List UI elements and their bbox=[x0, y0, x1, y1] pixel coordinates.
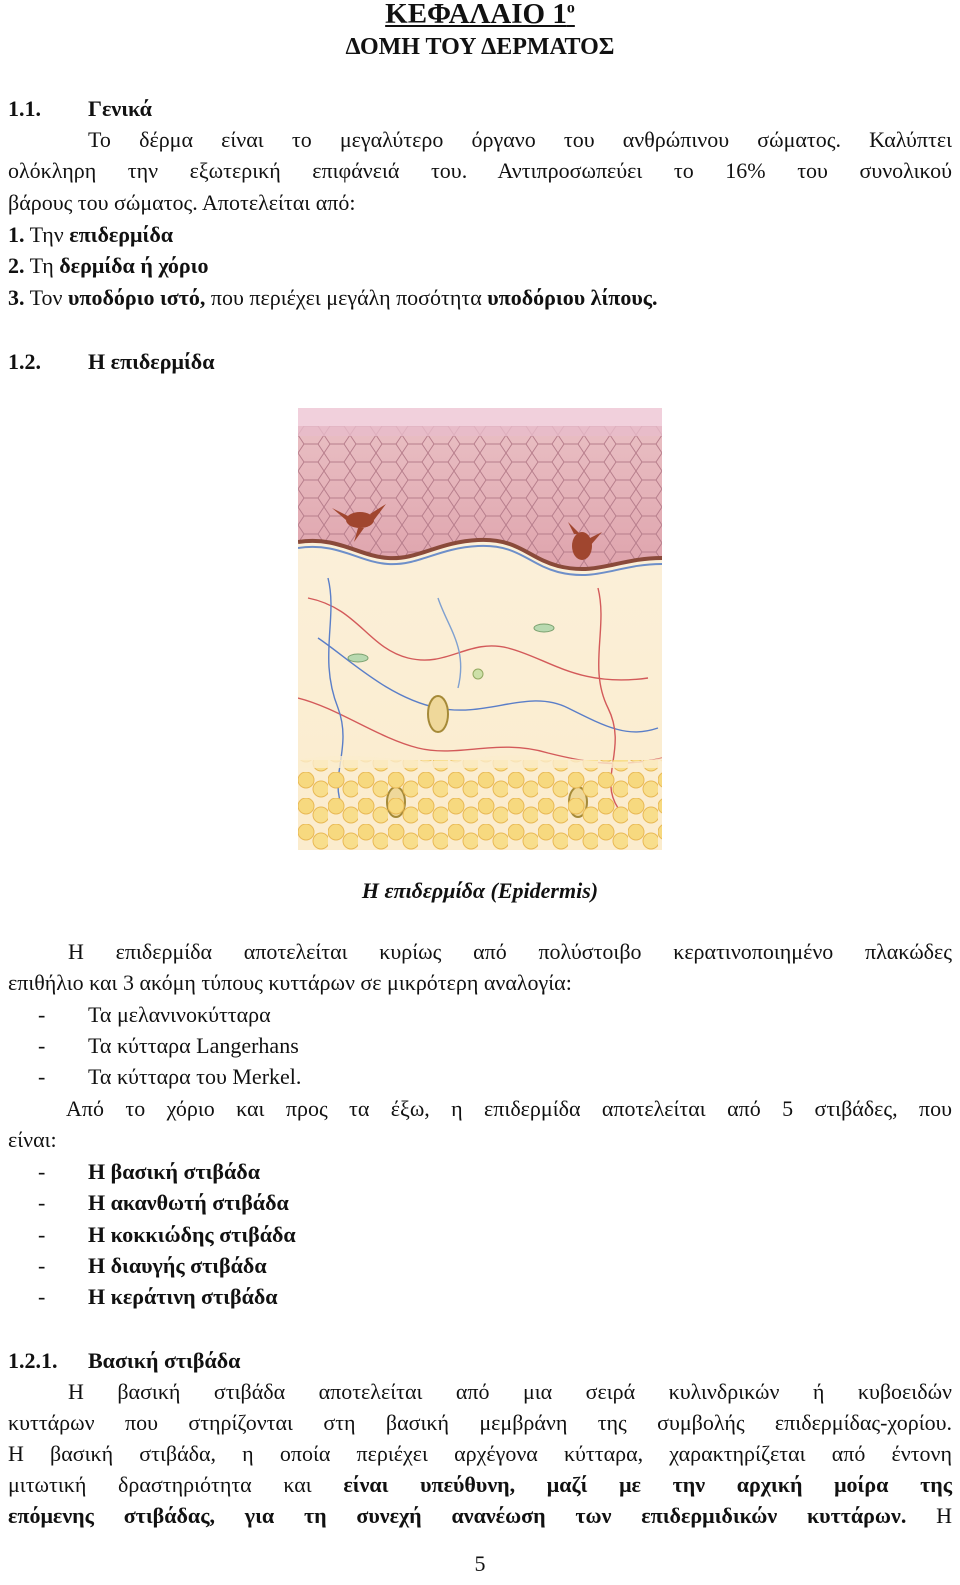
intro-line-1: Το δέρμα είναι το μεγαλύτερο όργανο του ανθρώπινου σώματος. Καλύπτει bbox=[88, 127, 952, 152]
layer-item: Η βασική στιβάδα bbox=[88, 1159, 260, 1184]
section-number-1-2-1: 1.2.1. bbox=[8, 1348, 58, 1373]
list-dash: - bbox=[38, 1064, 46, 1089]
basal-line-1: Η βασική στιβάδα αποτελείται από μια σειρά κυλινδρικών ή κυβοειδών bbox=[68, 1379, 952, 1404]
section-number-1-1: 1.1. bbox=[8, 96, 41, 121]
composition-item-2 bbox=[8, 253, 208, 279]
list-dash: - bbox=[38, 1033, 46, 1058]
basal-line-5-normal: Η bbox=[906, 1503, 953, 1528]
item-bold-text: υποδόριο ιστό, bbox=[67, 285, 206, 310]
cell-type-item: Τα κύτταρα του Merkel. bbox=[88, 1064, 302, 1089]
section-title-1-2: Η επιδερμίδα bbox=[88, 349, 215, 374]
page-number: 5 bbox=[474, 1551, 486, 1576]
basal-line-2: κυττάρων που στηρίζονται στη βασική μεμβράνη της συμβολής επιδερμίδας-χορίου. bbox=[8, 1410, 952, 1435]
basal-line-5 bbox=[8, 1503, 952, 1529]
list-dash: - bbox=[38, 1222, 46, 1247]
list-dash: - bbox=[38, 1253, 46, 1278]
item-text: Τη bbox=[29, 253, 60, 278]
layer-item: Η ακανθωτή στιβάδα bbox=[88, 1190, 289, 1215]
chapter-label: ΚΕΦΑΛΑΙΟ 1 bbox=[385, 0, 567, 30]
intro-line-3: βάρους του σώματος. Αποτελείται από: bbox=[8, 190, 356, 215]
item-number: 1. bbox=[8, 222, 25, 247]
figure-caption: Η επιδερμίδα (Epidermis) bbox=[361, 878, 599, 903]
layer-item: Η διαυγής στιβάδα bbox=[88, 1253, 267, 1278]
basal-line-3: Η βασική στιβάδα, η οποία περιέχει αρχέγονα κύτταρα, χαρακτηρίζεται από έντονη bbox=[8, 1441, 952, 1466]
section-number-1-2: 1.2. bbox=[8, 349, 41, 374]
cell-type-item: Τα μελανινοκύτταρα bbox=[88, 1002, 271, 1027]
chapter-subtitle: ΔΟΜΗ ΤΟΥ ΔΕΡΜΑΤΟΣ bbox=[345, 34, 615, 60]
epidermis-para-line-1: Η επιδερμίδα αποτελείται κυρίως από πολύστοιβο κερατινοποιημένο πλακώδες bbox=[68, 939, 952, 964]
item-number: 2. bbox=[8, 253, 25, 278]
basal-line-4-bold: είναι υπεύθυνη, μαζί με την αρχική μοίρα της bbox=[343, 1472, 952, 1497]
list-dash: - bbox=[38, 1284, 46, 1309]
composition-item-3 bbox=[8, 285, 658, 311]
chapter-title bbox=[0, 0, 960, 31]
item-bold-text-2: υποδόριου λίπους. bbox=[487, 285, 658, 310]
item-bold-text: δερμίδα ή χόριο bbox=[59, 253, 209, 278]
epidermis-para-line-2: επιθήλιο και 3 ακόμη τύπους κυττάρων σε μικρότερη αναλογία: bbox=[8, 970, 572, 995]
list-dash: - bbox=[38, 1190, 46, 1215]
layers-intro-line-1: Από το χόριο και προς τα έξω, η επιδερμίδα αποτελείται από 5 στιβάδες, που bbox=[66, 1096, 952, 1121]
item-number: 3. bbox=[8, 285, 25, 310]
item-text: Την bbox=[29, 222, 70, 247]
skin-layers-illustration bbox=[298, 408, 662, 850]
basal-line-4 bbox=[8, 1472, 952, 1498]
basal-line-5-bold: επόμενης στιβάδας, για τη συνεχή ανανέωση των επιδερμιδικών κυττάρων. bbox=[8, 1503, 907, 1528]
composition-item-1 bbox=[8, 222, 173, 248]
section-title-1-2-1: Βασική στιβάδα bbox=[88, 1348, 241, 1373]
section-title-1-1: Γενικά bbox=[88, 96, 152, 121]
layer-item: Η κοκκιώδης στιβάδα bbox=[88, 1222, 296, 1247]
item-bold-text: επιδερμίδα bbox=[69, 222, 174, 247]
cell-type-item: Τα κύτταρα Langerhans bbox=[88, 1033, 299, 1058]
item-text: Τον bbox=[29, 285, 68, 310]
skin-illustration-icon bbox=[298, 408, 662, 850]
layer-item: Η κεράτινη στιβάδα bbox=[88, 1284, 278, 1309]
item-text-continued: που περιέχει μεγάλη ποσότητα bbox=[205, 285, 488, 310]
intro-line-2: ολόκληρη την εξωτερική επιφάνειά του. Αντιπροσωπεύει το 16% του συνολικού bbox=[8, 158, 952, 183]
basal-line-4-normal: μιτωτική δραστηριότητα και bbox=[8, 1472, 344, 1497]
list-dash: - bbox=[38, 1002, 46, 1027]
layers-intro-line-2: είναι: bbox=[8, 1127, 57, 1152]
list-dash: - bbox=[38, 1159, 46, 1184]
chapter-superscript: ο bbox=[566, 0, 575, 17]
